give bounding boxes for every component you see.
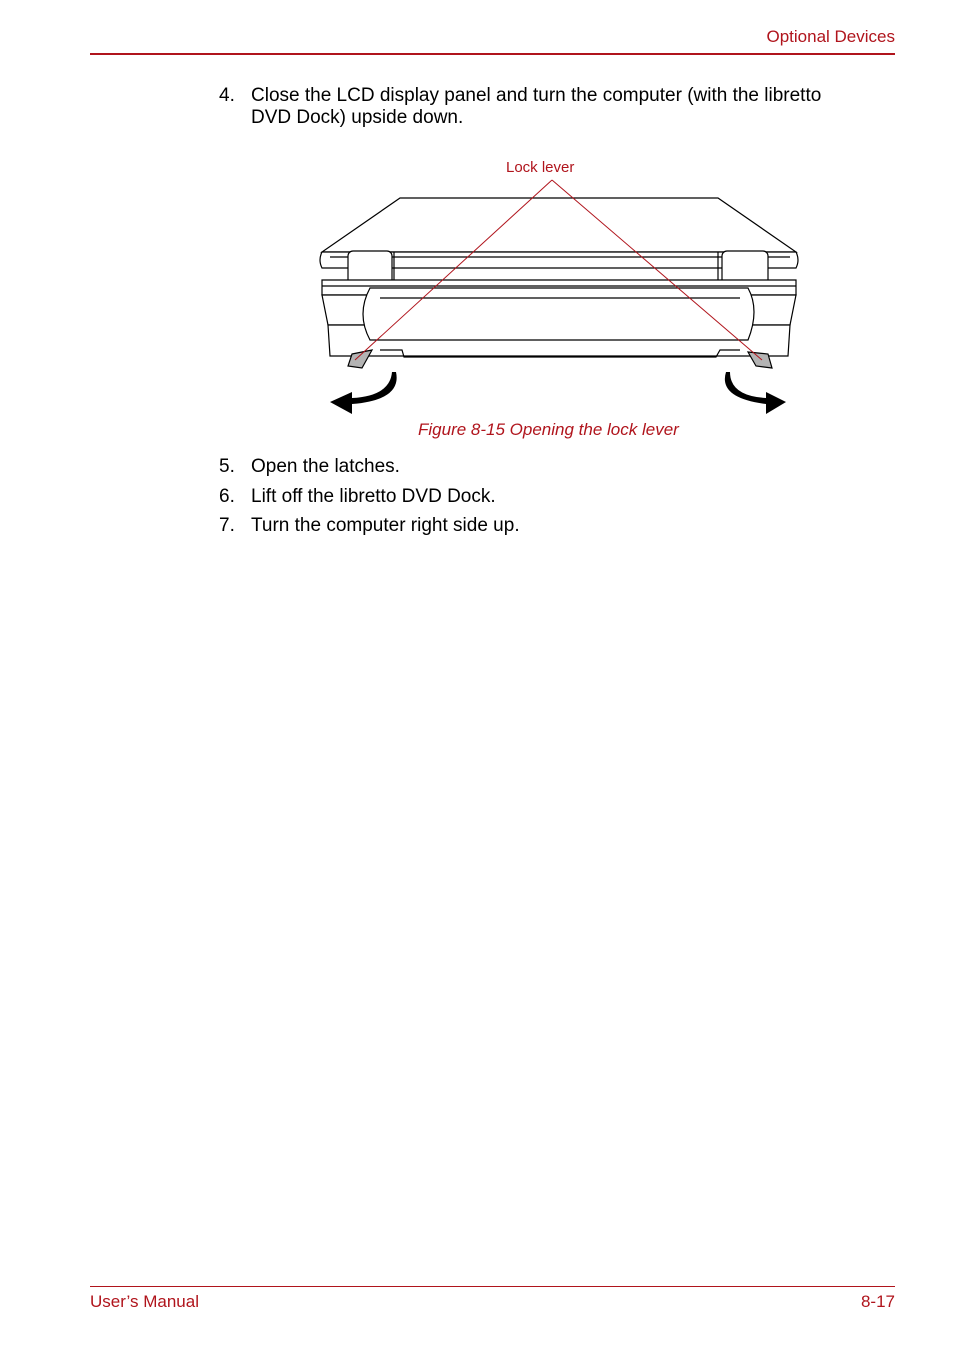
- footer-rule: [90, 1286, 895, 1287]
- step-text: Open the latches.: [251, 456, 400, 477]
- lock-lever-callout: Lock lever: [506, 159, 575, 176]
- step-text: Lift off the libretto DVD Dock.: [251, 486, 496, 507]
- step-number: 5.: [219, 456, 235, 477]
- figure-caption: Figure 8-15 Opening the lock lever: [418, 420, 679, 439]
- step-text-line1: Close the LCD display panel and turn the computer (with the libretto: [251, 85, 822, 106]
- step-text: Turn the computer right side up.: [251, 515, 520, 536]
- page-number: 8-17: [860, 1292, 895, 1311]
- laptop-illustration: [300, 150, 820, 425]
- manual-title: User’s Manual: [90, 1292, 199, 1311]
- section-title: Optional Devices: [766, 27, 895, 46]
- header-rule: [90, 53, 895, 55]
- rotate-arrow-left-icon: [330, 372, 397, 414]
- step-number: 6.: [219, 486, 235, 507]
- step-number: 4.: [219, 85, 235, 106]
- step-number: 7.: [219, 515, 235, 536]
- step-text-line2: DVD Dock) upside down.: [251, 107, 464, 128]
- rotate-arrow-right-icon: [725, 372, 786, 414]
